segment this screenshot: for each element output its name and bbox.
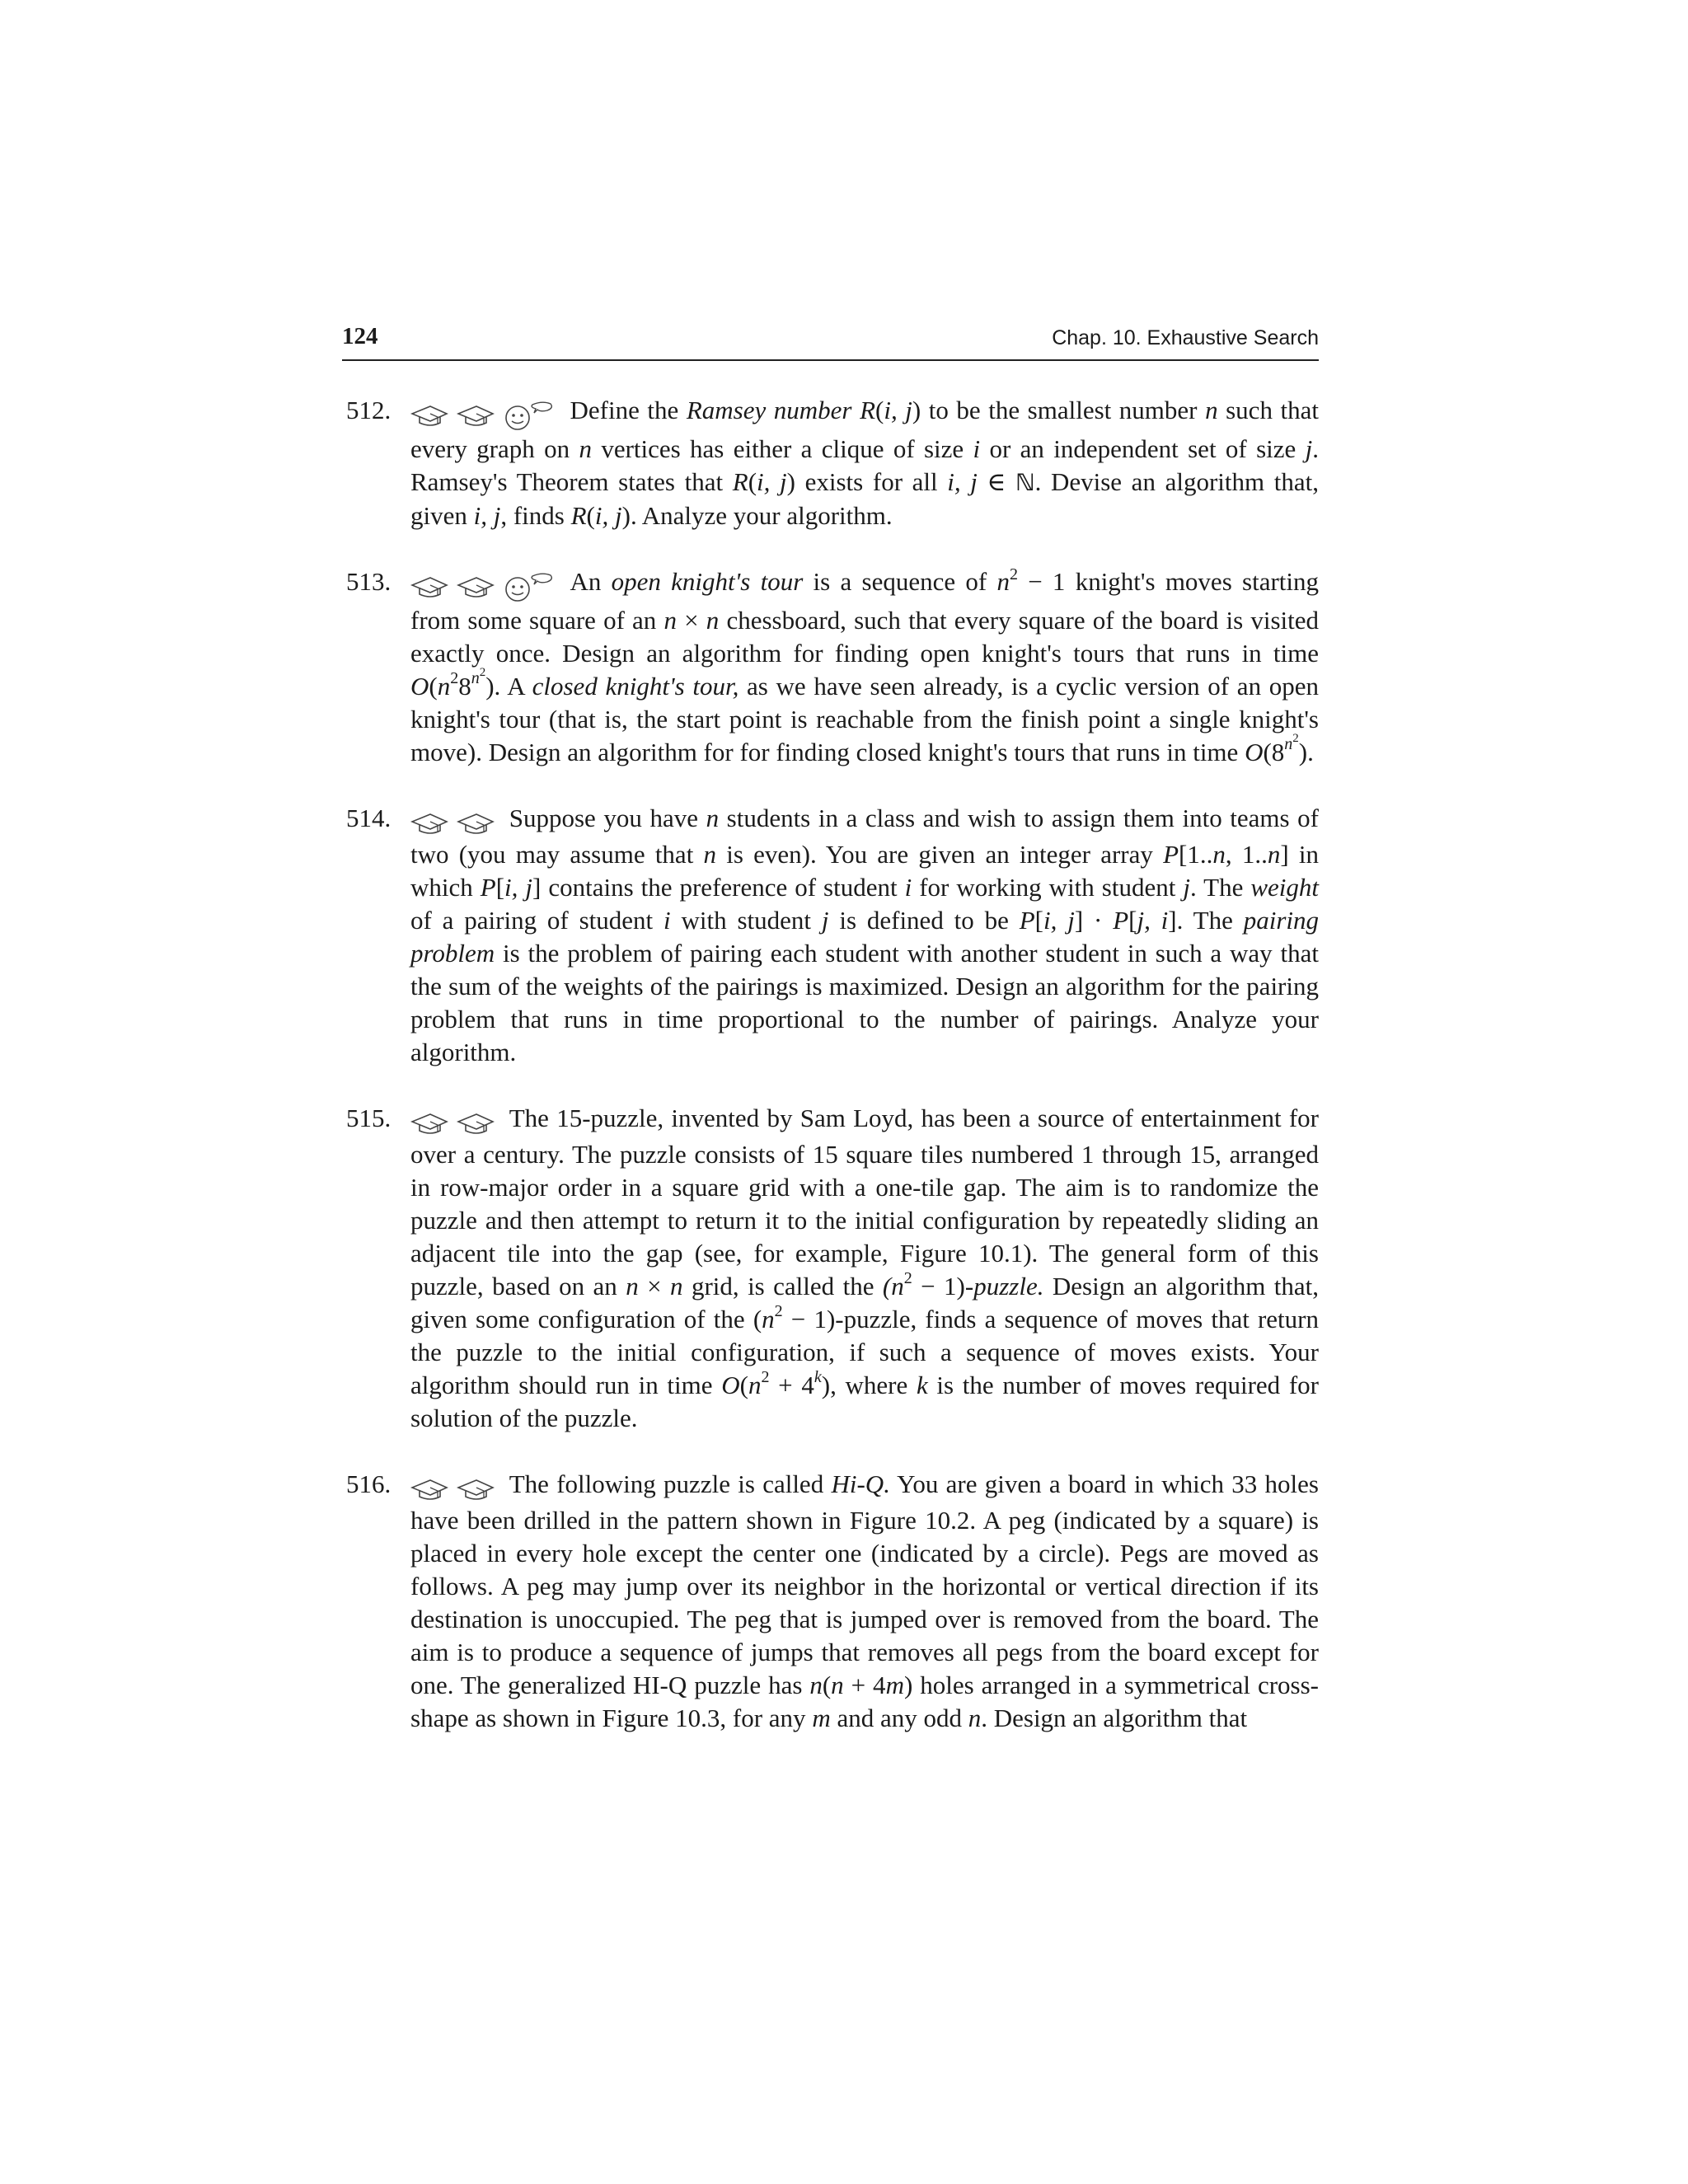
smiley-thought-icon [503,400,556,433]
problem-number: 516. [346,1469,392,1498]
problem-text: An open knight's tour is a sequence of $n^2 - 1$ knight's moves starting from some square of an n × n chessboard, such that every square of the board is visited exactly once. Design an algorithm for finding open knight's tours that runs in time $O(n^28^{n^2})$. A closed knight's tour, as we have seen already, is a cyclic version of an open knight's tour (that is, the start point is reachable from the finish point a single knight's move). Design an algorithm for for finding closed knight's tours that runs in time $O(8^{n^2})$. [410,565,1320,766]
difficulty-icons [410,1105,496,1138]
mortarboard-icon [457,404,495,429]
difficulty-icons [410,805,496,838]
problem-number: 514. [346,803,392,832]
chapter-title: Chap. 10. Exhaustive Search [1052,326,1319,349]
problem-514 [346,802,1319,1069]
difficulty-icons [410,569,557,604]
mortarboard-icon [410,575,448,600]
problem-513 [346,565,1319,769]
smiley-thought-icon [503,571,556,604]
mortarboard-icon [457,575,495,600]
problem-number: 513. [346,566,392,596]
difficulty-icons [410,1471,496,1504]
page-number: 124 [342,323,378,349]
problem-list [346,394,1319,1768]
problem-text: Suppose you have n students in a class and wish to assign them into teams of two (you may assume that n is even). You are given an integer array P[1..n, 1..n] in which P[i, j] contains the preference of student i for working with student j. The weight of a pairing of student i with student j is defined to be P[i, j] · P[j, i]. The pairing problem is the problem of pairing each student with another student in such a way that the sum of the weights of the pairings is maximized. Design an algorithm for the pairing problem that runs in time proportional to the number of pairings. Analyze your algorithm. [410,803,1319,1066]
problem-text: Define the Ramsey number R(i, j) to be the smallest number n such that every graph on n vertices has either a clique of size i or an independent set of size j. Ramsey's Theorem states that R(i, j) exists for all i, j ∈ ℕ. Devise an algorithm that, given i, j, finds R(i, j). Analyze your algorithm. [410,396,1319,530]
mortarboard-icon [410,812,448,837]
problem-text: The following puzzle is called Hi-Q. You are given a board in which 33 holes have been drilled in the pattern shown in Figure 10.2. A peg (indicated by a square) is placed in every hole except the center one (indicated by a circle). Pegs are moved as follows. A peg may jump over its neighbor in the horizontal or vertical direction if its destination is unoccupied. The peg that is jumped over is removed from the board. The aim is to produce a sequence of jumps that removes all pegs from the board except for one. The generalized HI-Q puzzle has n(n + 4m) holes arranged in a symmetrical cross-shape as shown in Figure 10.3, for any m and any odd n. Design an algorithm that [410,1469,1319,1732]
problem-text: The 15-puzzle, invented by Sam Loyd, has been a source of entertainment for over a century. The puzzle consists of 15 square tiles numbered 1 through 15, arranged in row-major order in a square grid with a one-tile gap. The aim is to randomize the puzzle and then attempt to return it to the initial configuration by repeatedly sliding an adjacent tile into the gap (see, for example, Figure 10.1). The general form of this puzzle, based on an n × n grid, is called the ($n^2$ − 1)-puzzle. Design an algorithm that, given some configuration of the ($n^2$ − 1)-puzzle, finds a sequence of moves that return the puzzle to the initial configuration, if such a sequence of moves exists. Your algorithm should run in time $O(n^2 + 4^k)$, where k is the number of moves required for solution of the puzzle. [410,1103,1320,1432]
mortarboard-icon [457,812,495,837]
problem-number: 512. [346,396,392,424]
mortarboard-icon [410,1478,448,1502]
mortarboard-icon [457,1112,495,1137]
page-header [342,321,1319,361]
mortarboard-icon [410,1112,448,1137]
mortarboard-icon [457,1478,495,1502]
problem-515 [346,1102,1319,1435]
problem-number: 515. [346,1103,392,1132]
mortarboard-icon [410,404,448,429]
problem-512 [346,394,1319,532]
difficulty-icons [410,397,557,433]
problem-516 [346,1468,1319,1735]
